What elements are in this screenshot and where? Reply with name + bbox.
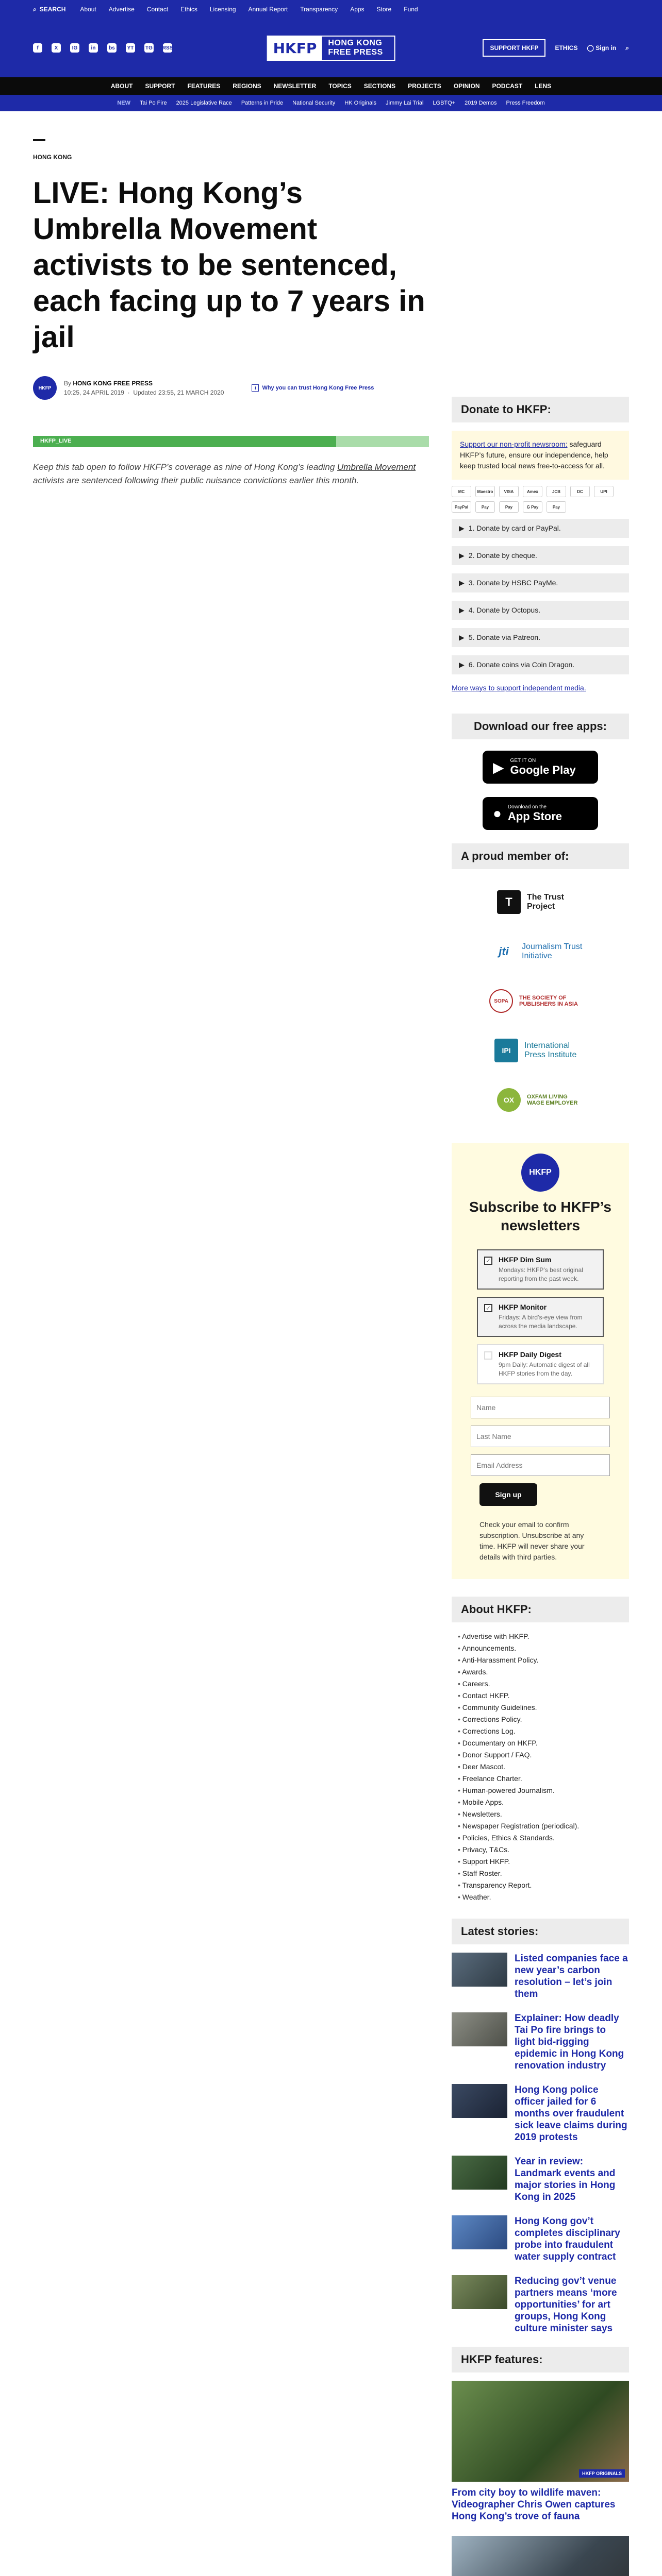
expand-arrow-icon: ▶: [459, 524, 465, 532]
unionpay-icon: UPI: [594, 486, 614, 497]
donate-heading: Donate to HKFP:: [452, 397, 629, 422]
utility-link-annual-report[interactable]: Annual Report: [248, 6, 288, 13]
about-link[interactable]: • Newspaper Registration (periodical).: [458, 1820, 629, 1832]
latest-story[interactable]: Listed companies face a new year’s carbon resolution – let’s join them: [452, 1953, 629, 2000]
instagram-icon[interactable]: IG: [70, 43, 79, 53]
story-thumbnail: [452, 2215, 507, 2249]
jcb-icon: JCB: [547, 486, 566, 497]
feature-image: [452, 2381, 629, 2482]
x-icon[interactable]: X: [52, 43, 61, 53]
latest-story[interactable]: Reducing gov’t venue partners means ‘more opportunities’ for art groups, Hong Kong culture minister says: [452, 2275, 629, 2334]
kicker-rule: [33, 139, 45, 141]
top-utility-bar: [0, 0, 662, 19]
facebook-icon[interactable]: f: [33, 43, 42, 53]
play-store-icon: ▶: [493, 759, 504, 775]
apps-heading: Download our free apps:: [452, 714, 629, 739]
more-ways-link[interactable]: More ways to support independent media.: [452, 684, 586, 692]
byline-meta: By HONG KONG FREE PRESS 10:25, 24 APRIL 2019 · Updated 23:55, 21 MARCH 2020: [64, 380, 224, 396]
amex-icon: Amex: [523, 486, 542, 497]
checkbox-checked[interactable]: ✓: [484, 1257, 492, 1265]
about-link[interactable]: • Support HKFP.: [458, 1856, 629, 1868]
donate-option[interactable]: ▶ 1. Donate by card or PayPal.: [452, 519, 629, 538]
social-links: [33, 43, 172, 53]
diners-icon: DC: [570, 486, 590, 497]
youtube-icon[interactable]: YT: [126, 43, 135, 53]
nav-regions[interactable]: REGIONS: [233, 82, 261, 90]
newsletter-signup: [452, 1143, 629, 1579]
expand-arrow-icon: ▶: [459, 579, 465, 587]
about-link[interactable]: • Transparency Report.: [458, 1879, 629, 1891]
author-name[interactable]: HONG KONG FREE PRESS: [73, 380, 153, 387]
checkbox-checked[interactable]: ✓: [484, 1304, 492, 1312]
apple-icon: ●: [493, 805, 502, 821]
about-link[interactable]: • Announcements.: [458, 1642, 629, 1654]
about-heading: About HKFP:: [452, 1597, 629, 1622]
story-thumbnail: [452, 2084, 507, 2118]
info-icon: i: [252, 384, 259, 392]
about-link[interactable]: • Weather.: [458, 1891, 629, 1903]
payment-methods: [452, 480, 629, 519]
visa-icon: VISA: [499, 486, 519, 497]
utility-link-contact[interactable]: Contact: [146, 6, 169, 13]
sub-nav: [0, 95, 662, 111]
site-logo[interactable]: HKFP HONG KONG FREE PRESS: [267, 36, 395, 61]
main-nav: [0, 77, 662, 95]
article-category[interactable]: HONG KONG: [33, 154, 72, 161]
subnav-link[interactable]: Press Freedom: [506, 100, 545, 106]
utility-link-about[interactable]: About: [80, 6, 96, 13]
nav-topics[interactable]: TOPICS: [328, 82, 352, 90]
support-button[interactable]: SUPPORT HKFP: [483, 39, 545, 57]
member-trust-project[interactable]: T The Trust Project: [452, 877, 629, 927]
latest-story[interactable]: Hong Kong police officer jailed for 6 months over fraudulent sick leave claims during 2019 protests: [452, 2084, 629, 2143]
brand-actions: [483, 39, 629, 57]
published-date: 10:25, 24 APRIL 2019: [64, 389, 124, 396]
ipi-logo: IPI: [494, 1039, 518, 1062]
google-pay-icon: G Pay: [523, 501, 542, 513]
about-link[interactable]: • Awards.: [458, 1666, 629, 1678]
expand-arrow-icon: ▶: [459, 633, 465, 641]
feature-image: [452, 2536, 629, 2576]
nav-lens[interactable]: LENS: [535, 82, 552, 90]
utility-links: [80, 6, 418, 13]
about-link[interactable]: • Freelance Charter.: [458, 1773, 629, 1785]
utility-link-fund[interactable]: Fund: [404, 6, 418, 13]
rss-icon[interactable]: RSS: [163, 43, 172, 53]
latest-story[interactable]: Explainer: How deadly Tai Po fire brings to light bid-rigging epidemic in Hong Kong renovation industry: [452, 2012, 629, 2072]
donate-box: Support our non-profit newsroom: safeguard HKFP’s future, ensure our independence, help keep trusted local news free-to-access for all.: [452, 431, 629, 480]
member-ipi[interactable]: IPI International Press Institute: [452, 1026, 629, 1075]
newsletter-note: Check your email to confirm subscription. Unsubscribe at any time. HKFP will never share your details with third parties.: [479, 1520, 585, 1561]
author-avatar[interactable]: HKFP: [33, 376, 57, 400]
newsletter-option-dim-sum[interactable]: ✓ HKFP Dim Sum Mondays: HKFP’s best original reporting from the past week.: [477, 1249, 604, 1290]
brand-bar: [0, 19, 662, 77]
user-icon: ◯: [587, 44, 594, 52]
signup-button[interactable]: Sign up: [479, 1483, 537, 1506]
about-link[interactable]: • Advertise with HKFP.: [458, 1631, 629, 1642]
subnav-link[interactable]: LGBTQ+: [433, 100, 456, 106]
sidebar: [452, 397, 629, 2576]
search-icon: ⌕: [33, 5, 37, 13]
subnav-link[interactable]: HK Originals: [344, 100, 377, 106]
utility-link-ethics[interactable]: Ethics: [180, 6, 197, 13]
utility-link-store[interactable]: Store: [376, 6, 392, 13]
member-jti[interactable]: jti Journalism Trust Initiative: [452, 927, 629, 976]
story-thumbnail: [452, 2275, 507, 2309]
about-link[interactable]: • Newsletters.: [458, 1808, 629, 1820]
subnav-link[interactable]: Patterns in Pride: [241, 100, 284, 106]
about-link[interactable]: • Policies, Ethics & Standards.: [458, 1832, 629, 1844]
live-banner: [33, 436, 429, 447]
latest-heading: Latest stories:: [452, 1919, 629, 1944]
google-play-button[interactable]: ▶ GET IT ON Google Play: [483, 751, 598, 784]
search-button[interactable]: ⌕ SEARCH: [33, 5, 66, 13]
jti-logo: jti: [499, 945, 509, 958]
search-icon[interactable]: ⌕: [625, 44, 629, 52]
updated-date: Updated 23:55, 21 MARCH 2020: [133, 389, 224, 396]
donate-option[interactable]: ▶ 6. Donate coins via Coin Dragon.: [452, 655, 629, 674]
subnav-link[interactable]: Jimmy Lai Trial: [386, 100, 424, 106]
subnav-link[interactable]: Tai Po Fire: [139, 100, 167, 106]
feature-story[interactable]: [452, 2536, 629, 2576]
latest-story[interactable]: Hong Kong gov’t completes disciplinary probe into fraudulent water supply contract: [452, 2215, 629, 2263]
sopa-logo: SOPA: [489, 989, 513, 1013]
nav-opinion[interactable]: OPINION: [453, 82, 480, 90]
bluesky-icon[interactable]: bs: [107, 43, 117, 53]
app-store-button[interactable]: ● Download on the App Store: [483, 797, 598, 830]
features-heading: HKFP features:: [452, 2347, 629, 2372]
latest-story[interactable]: Year in review: Landmark events and major stories in Hong Kong in 2025: [452, 2156, 629, 2203]
feature-tag: HKFP ORIGINALS: [579, 2469, 625, 2478]
utility-link-transparency[interactable]: Transparency: [300, 6, 338, 13]
about-link[interactable]: • Corrections Policy.: [458, 1714, 629, 1725]
new-badge: NEW: [117, 100, 130, 106]
byline-prefix: By: [64, 380, 72, 387]
nav-features[interactable]: FEATURES: [187, 82, 221, 90]
donate-option[interactable]: ▶ 5. Donate via Patreon.: [452, 628, 629, 647]
article: [33, 139, 429, 487]
umbrella-movement-link[interactable]: Umbrella Movement: [337, 462, 416, 472]
expand-arrow-icon: ▶: [459, 606, 465, 614]
feature-story[interactable]: HKFP ORIGINALS From city boy to wildlife maven: Videographer Chris Owen captures Hong Kong’s trove of fauna: [452, 2381, 629, 2522]
newsletter-title: Subscribe to HKFP’s newsletters: [469, 1199, 611, 1233]
subnav-link[interactable]: 2025 Legislative Race: [176, 100, 232, 106]
ethics-link[interactable]: ETHICS: [555, 44, 578, 52]
expand-arrow-icon: ▶: [459, 551, 465, 560]
about-link[interactable]: • Careers.: [458, 1678, 629, 1690]
name-input[interactable]: Name: [471, 1397, 610, 1418]
utility-link-licensing[interactable]: Licensing: [209, 6, 236, 13]
newsletter-option-monitor[interactable]: ✓ HKFP Monitor Fridays: A bird’s-eye view from across the media landscape.: [477, 1297, 604, 1337]
about-link[interactable]: • Privacy, T&Cs.: [458, 1844, 629, 1856]
newsletter-logo: HKFP: [521, 1154, 559, 1192]
byline: [33, 376, 429, 400]
about-link[interactable]: • Staff Roster.: [458, 1868, 629, 1879]
support-newsroom-link[interactable]: Support our non-profit newsroom:: [460, 440, 568, 448]
utility-link-apps[interactable]: Apps: [350, 6, 365, 13]
subnav-link[interactable]: 2019 Demos: [465, 100, 497, 106]
about-link[interactable]: • Corrections Log.: [458, 1725, 629, 1737]
about-link[interactable]: • Donor Support / FAQ.: [458, 1749, 629, 1761]
live-banner-segment: [336, 436, 429, 447]
donate-option[interactable]: ▶ 2. Donate by cheque.: [452, 546, 629, 565]
trust-link[interactable]: i Why you can trust Hong Kong Free Press: [252, 384, 374, 392]
about-link[interactable]: • Human-powered Journalism.: [458, 1785, 629, 1797]
about-link[interactable]: • Community Guidelines.: [458, 1702, 629, 1714]
samsung-pay-icon: Pay: [547, 501, 566, 513]
nav-support[interactable]: SUPPORT: [145, 82, 175, 90]
signin-link[interactable]: ◯ Sign in: [587, 44, 617, 52]
about-link[interactable]: • Documentary on HKFP.: [458, 1737, 629, 1749]
checkbox-unchecked[interactable]: [484, 1351, 492, 1360]
story-thumbnail: [452, 2012, 507, 2046]
story-thumbnail: [452, 2156, 507, 2190]
nav-sections[interactable]: SECTIONS: [363, 82, 396, 90]
nav-newsletter[interactable]: NEWSLETTER: [273, 82, 317, 90]
subnav-link[interactable]: National Security: [292, 100, 336, 106]
about-link[interactable]: • Mobile Apps.: [458, 1797, 629, 1808]
telegram-icon[interactable]: TG: [144, 43, 154, 53]
linkedin-icon[interactable]: in: [89, 43, 98, 53]
article-intro: Keep this tab open to follow HKFP’s coverage as nine of Hong Kong’s leading Umbrella Movement activists are sentenced following their public nuisance convictions earlier this month.: [33, 462, 416, 485]
about-link[interactable]: • Anti-Harassment Policy.: [458, 1654, 629, 1666]
utility-link-advertise[interactable]: Advertise: [108, 6, 135, 13]
donate-option[interactable]: ▶ 3. Donate by HSBC PayMe.: [452, 573, 629, 592]
last-name-input[interactable]: Last Name: [471, 1426, 610, 1447]
live-label: HKFP_LIVE: [40, 438, 72, 444]
member-heading: A proud member of:: [452, 843, 629, 869]
email-input[interactable]: Email Address: [471, 1454, 610, 1476]
newsletter-option-daily-digest[interactable]: HKFP Daily Digest 9pm Daily: Automatic digest of all HKFP stories from the day.: [477, 1344, 604, 1384]
paypal-icon: PayPal: [452, 501, 471, 513]
maestro-icon: Maestro: [475, 486, 495, 497]
member-oxfam[interactable]: OX OXFAM LIVING WAGE EMPLOYER: [452, 1075, 629, 1125]
trust-project-logo: T: [497, 890, 521, 914]
nav-projects[interactable]: PROJECTS: [408, 82, 441, 90]
donate-option[interactable]: ▶ 4. Donate by Octopus.: [452, 601, 629, 620]
nav-podcast[interactable]: PODCAST: [492, 82, 523, 90]
about-list: [452, 1631, 629, 1903]
nav-about[interactable]: ABOUT: [110, 82, 133, 90]
oxfam-logo: OX: [497, 1088, 521, 1112]
expand-arrow-icon: ▶: [459, 660, 465, 669]
about-link[interactable]: • Contact HKFP.: [458, 1690, 629, 1702]
about-link[interactable]: • Deer Mascot.: [458, 1761, 629, 1773]
mastercard-icon: MC: [452, 486, 471, 497]
apple-pay-icon: Pay: [475, 501, 495, 513]
article-title: LIVE: Hong Kong’s Umbrella Movement activists to be sentenced, each facing up to 7 years in jail: [33, 176, 425, 354]
member-sopa[interactable]: SOPA THE SOCIETY OF PUBLISHERS IN ASIA: [452, 976, 629, 1026]
story-thumbnail: [452, 1953, 507, 1987]
wallet-pay-icon: Pay: [499, 501, 519, 513]
